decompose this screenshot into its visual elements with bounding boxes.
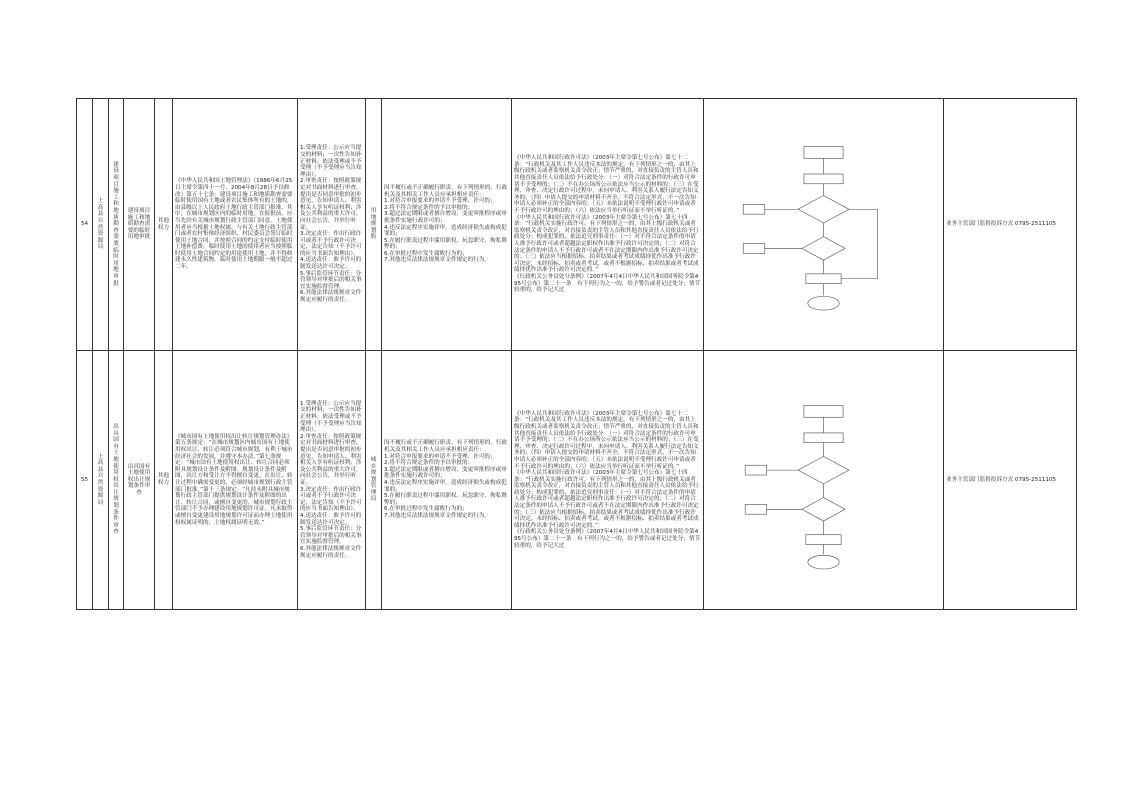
approval-flowchart	[706, 382, 941, 578]
power-type-cell: 其他权力	[155, 351, 173, 610]
item-name-cell: 出具国有土地使用权出让规划条件审查	[109, 351, 124, 610]
responsible-unit-cell: 用地规划股	[366, 99, 382, 351]
accountability-cell: 因不履行或不正确履行职责，有下列情形的，行政机关及其相关工作人员应承担相应责任： 1.对符合申报要求的申请不予受理、许可的； 2.将不符合规定条件的予以审批的； 3.超过法定期限或者擅自增设、变更审批程序或审批条件实施行政许可的； 4.违反法定程序实施评审，造成经济损失或构成犯罪的； 5.在履行职责过程中滥用职权、玩忽职守、徇私舞弊的； 6.在审批过程中发生腐败行为的； 7.其他违反法律法规规章文件规定的行为。	[382, 99, 512, 351]
item-name-cell: 建设项目施工和地质勘查需要临时用地审批	[109, 99, 124, 351]
complaint-contact-cell: 业务主管部门监督投诉方式 0795-2511105	[944, 99, 1077, 351]
flowchart-cell	[704, 351, 944, 610]
power-type-cell: 其他权力	[155, 99, 173, 351]
sub-item-cell: 出具国有土地使用权出让规划条件审查	[124, 351, 155, 610]
complaint-contact-cell: 业务主管部门监督投诉方式 0795-2511105	[944, 351, 1077, 610]
responsible-unit-cell: 城乡规划管理局	[366, 351, 382, 610]
legal-basis-cell: 《中华人民共和国土地管理法》（1986年6月25日主席令第四十一号，2004年8月28日予以修改）第五十七条：建设项目施工和地质勘查需要临时使用国有土地或者农民集体所有的土地的，由县级以上人民政府土地行政主管部门批准。其中，在城市规划区内的临时用地，在报批前，应当先经有关城市规划行政主管部门同意。土地使用者应当根据土地权属，与有关土地行政主管部门或者农村集体经济组织、村民委员会签订临时使用土地合同，并按照合同的约定支付临时使用土地补偿费。临时使用土地的使用者应当按照临时使用土地合同约定的用途使用土地，并不得修建永久性建筑物。临时使用土地期限一般不超过二年。	[173, 99, 298, 351]
legal-basis-cell: 《城市国有土地使用权出让转让规划管理办法》第五条规定：“在城市规划区内城市国有土地使用权出让、转让必须符合城市规划，有利于城市经济社会的发展，并遵守本办法。”第七条规定：“城市国有土地使用权出让、转让合同必须附具规划设计条件及附图。规划设计条件及附图，出让方和受让方不得擅自变更。在出让、转让过程中确需变更的，必须经城市规划行政主管部门批准。”第十三条规定：“凡持未附具城市规划行政主管部门提供规划设计条件及附图的出让、转让合同，或擅自变更的，城市规划行政主管部门不予办理建设用地规划许可证。凡未取得或擅自变更建设用地规划许可证而办理土地使用权权属证明的，土地权属证明无效。”	[173, 351, 298, 610]
approval-flowchart	[706, 127, 941, 323]
department-cell: 上高县自然资源局	[93, 351, 109, 610]
sub-item-cell: 建设项目施工和地质勘查需要的临时用地审批	[124, 99, 155, 351]
responsibility-cell: 1.受理责任：公示应当提交的材料；一次性告知补正材料；依法受理或不予受理（不予受理应当告知理由）。 2.审查责任：按照政策规定对书面材料进行审查，提出是否同意审批的初步意见，告知申请人、利害相关人享有听证权利；涉及公共利益的重大许可，向社会公告，并举行听证。 3.决定责任：作出行政许可或者不予行政许可决定，法定告知（不予许可的应当书面告知理由）。 4.送达责任：准予许可的制发送达许可决定。 5.事后监管环节责任：分管领导对审批后的相关事宜实施监督管理。 6.其他法律法规规章文件规定应履行的责任。	[298, 351, 366, 610]
department-cell: 上高县自然资源局	[93, 99, 109, 351]
table-row	[77, 99, 1077, 351]
accountability-cell: 因不履行或不正确履行职责，有下列情形的，行政机关及其相关工作人员应承担相应责任： 1.对符合申报要求的申请不予受理、许可的； 2.将不符合规定条件的予以审批的； 3.超过法定期限或者擅自增设、变更审批程序或审批条件实施行政许可的； 4.违反法定程序实施评审，造成经济损失或构成犯罪的； 5.在履行职责过程中滥用职权、玩忽职守、徇私舞弊的； 6.在审批过程中发生腐败行为的； 7.其他违反法律法规规章文件规定的行为。	[382, 351, 512, 610]
row-number: 54	[77, 99, 93, 351]
responsibility-cell: 1.受理责任：公示应当提交的材料；一次性告知补正材料；依法受理或不予受理（不予受理应当告知理由）。 2.审查责任：按照政策规定对书面材料进行审查，提出是否同意审批的初步意见，告知申请人、利害相关人享有听证权利；涉及公共利益的重大许可，向社会公告，并举行听证。 3.决定责任：作出行政许可或者不予行政许可决定，法定告知（不予许可的应当书面告知理由）。 4.送达责任：准予许可的制发送达许可决定。 5.事后监管环节责任：分管领导对审批后的相关事宜实施监督管理。 6.其他法律法规规章文件规定应履行的责任。	[298, 99, 366, 351]
flowchart-cell	[704, 99, 944, 351]
accountability-basis-cell: 《中华人民共和国行政许可法》（2003年主席令第七号公布）第七十二条：“行政机关及其工作人员违反本法的规定，有下列情形之一的，由其上级行政机关或者监察机关责令改正；情节严重的，对直接负责的主管人员和其他直接责任人员依法给予行政处分：（一）对符合法定条件的行政许可申请不予受理的；（二）不在办公场所公示依法应当公示的材料的；（三）在受理、审查、决定行政许可过程中，未向申请人、利害关系人履行法定告知义务的；（四）申请人提交的申请材料不齐全、不符合法定形式，不一次告知申请人必须补正的全部内容的；（五）未依法说明不受理行政许可申请或者不予行政许可的理由的；（六）依法应当举行听证而不举行听证的。” 《中华人民共和国行政许可法》（2003年主席令第七号公布）第七十四条：“行政机关实施行政许可，有下列情形之一的，由其上级行政机关或者监察机关责令改正，对直接负责的主管人员和其他直接责任人员依法给予行政处分；构成犯罪的，依法追究刑事责任：（一）对不符合法定条件的申请人准予行政许可或者超越法定职权作出准予行政许可决定的；（二）对符合法定条件的申请人不予行政许可或者不在法定期限内作出准予行政许可决定的；（三）依法应当根据招标、拍卖结果或者考试成绩择优作出准予行政许可决定，未经招标、拍卖或者考试，或者不根据招标、拍卖结果或者考试成绩择优作出准予行政许可决定的。” 《行政机关公务员处分条例》（2007年4月4日中华人民共和国国务院令第495号公布）第二十一条 有下列行为之一的，给予警告或者记过处分；情节较重的，给予记大过	[512, 351, 704, 610]
accountability-basis-cell: 《中华人民共和国行政许可法》（2003年主席令第七号公布）第七十二条：“行政机关及其工作人员违反本法的规定，有下列情形之一的，由其上级行政机关或者监察机关责令改正；情节严重的，对直接负责的主管人员和其他直接责任人员依法给予行政处分：（一）对符合法定条件的行政许可申请不予受理的；（二）不在办公场所公示依法应当公示的材料的；（三）在受理、审查、决定行政许可过程中，未向申请人、利害关系人履行法定告知义务的；（四）申请人提交的申请材料不齐全、不符合法定形式，不一次告知申请人必须补正的全部内容的；（五）未依法说明不受理行政许可申请或者不予行政许可的理由的；（六）依法应当举行听证而不举行听证的。” 《中华人民共和国行政许可法》（2003年主席令第七号公布）第七十四条：“行政机关实施行政许可，有下列情形之一的，由其上级行政机关或者监察机关责令改正，对直接负责的主管人员和其他直接责任人员依法给予行政处分；构成犯罪的，依法追究刑事责任：（一）对不符合法定条件的申请人准予行政许可或者超越法定职权作出准予行政许可决定的；（二）对符合法定条件的申请人不予行政许可或者不在法定期限内作出准予行政许可决定的；（三）依法应当根据招标、拍卖结果或者考试成绩择优作出准予行政许可决定，未经招标、拍卖或者考试，或者不根据招标、拍卖结果或者考试成绩择优作出准予行政许可决定的。” 《行政机关公务员处分条例》（2007年4月4日中华人民共和国国务院令第495号公布）第二十一条 有下列行为之一的，给予警告或者记过处分；情节较重的，给予记大过	[512, 99, 704, 351]
row-number: 55	[77, 351, 93, 610]
table-row	[77, 351, 1077, 610]
power-list-table	[76, 98, 1077, 610]
